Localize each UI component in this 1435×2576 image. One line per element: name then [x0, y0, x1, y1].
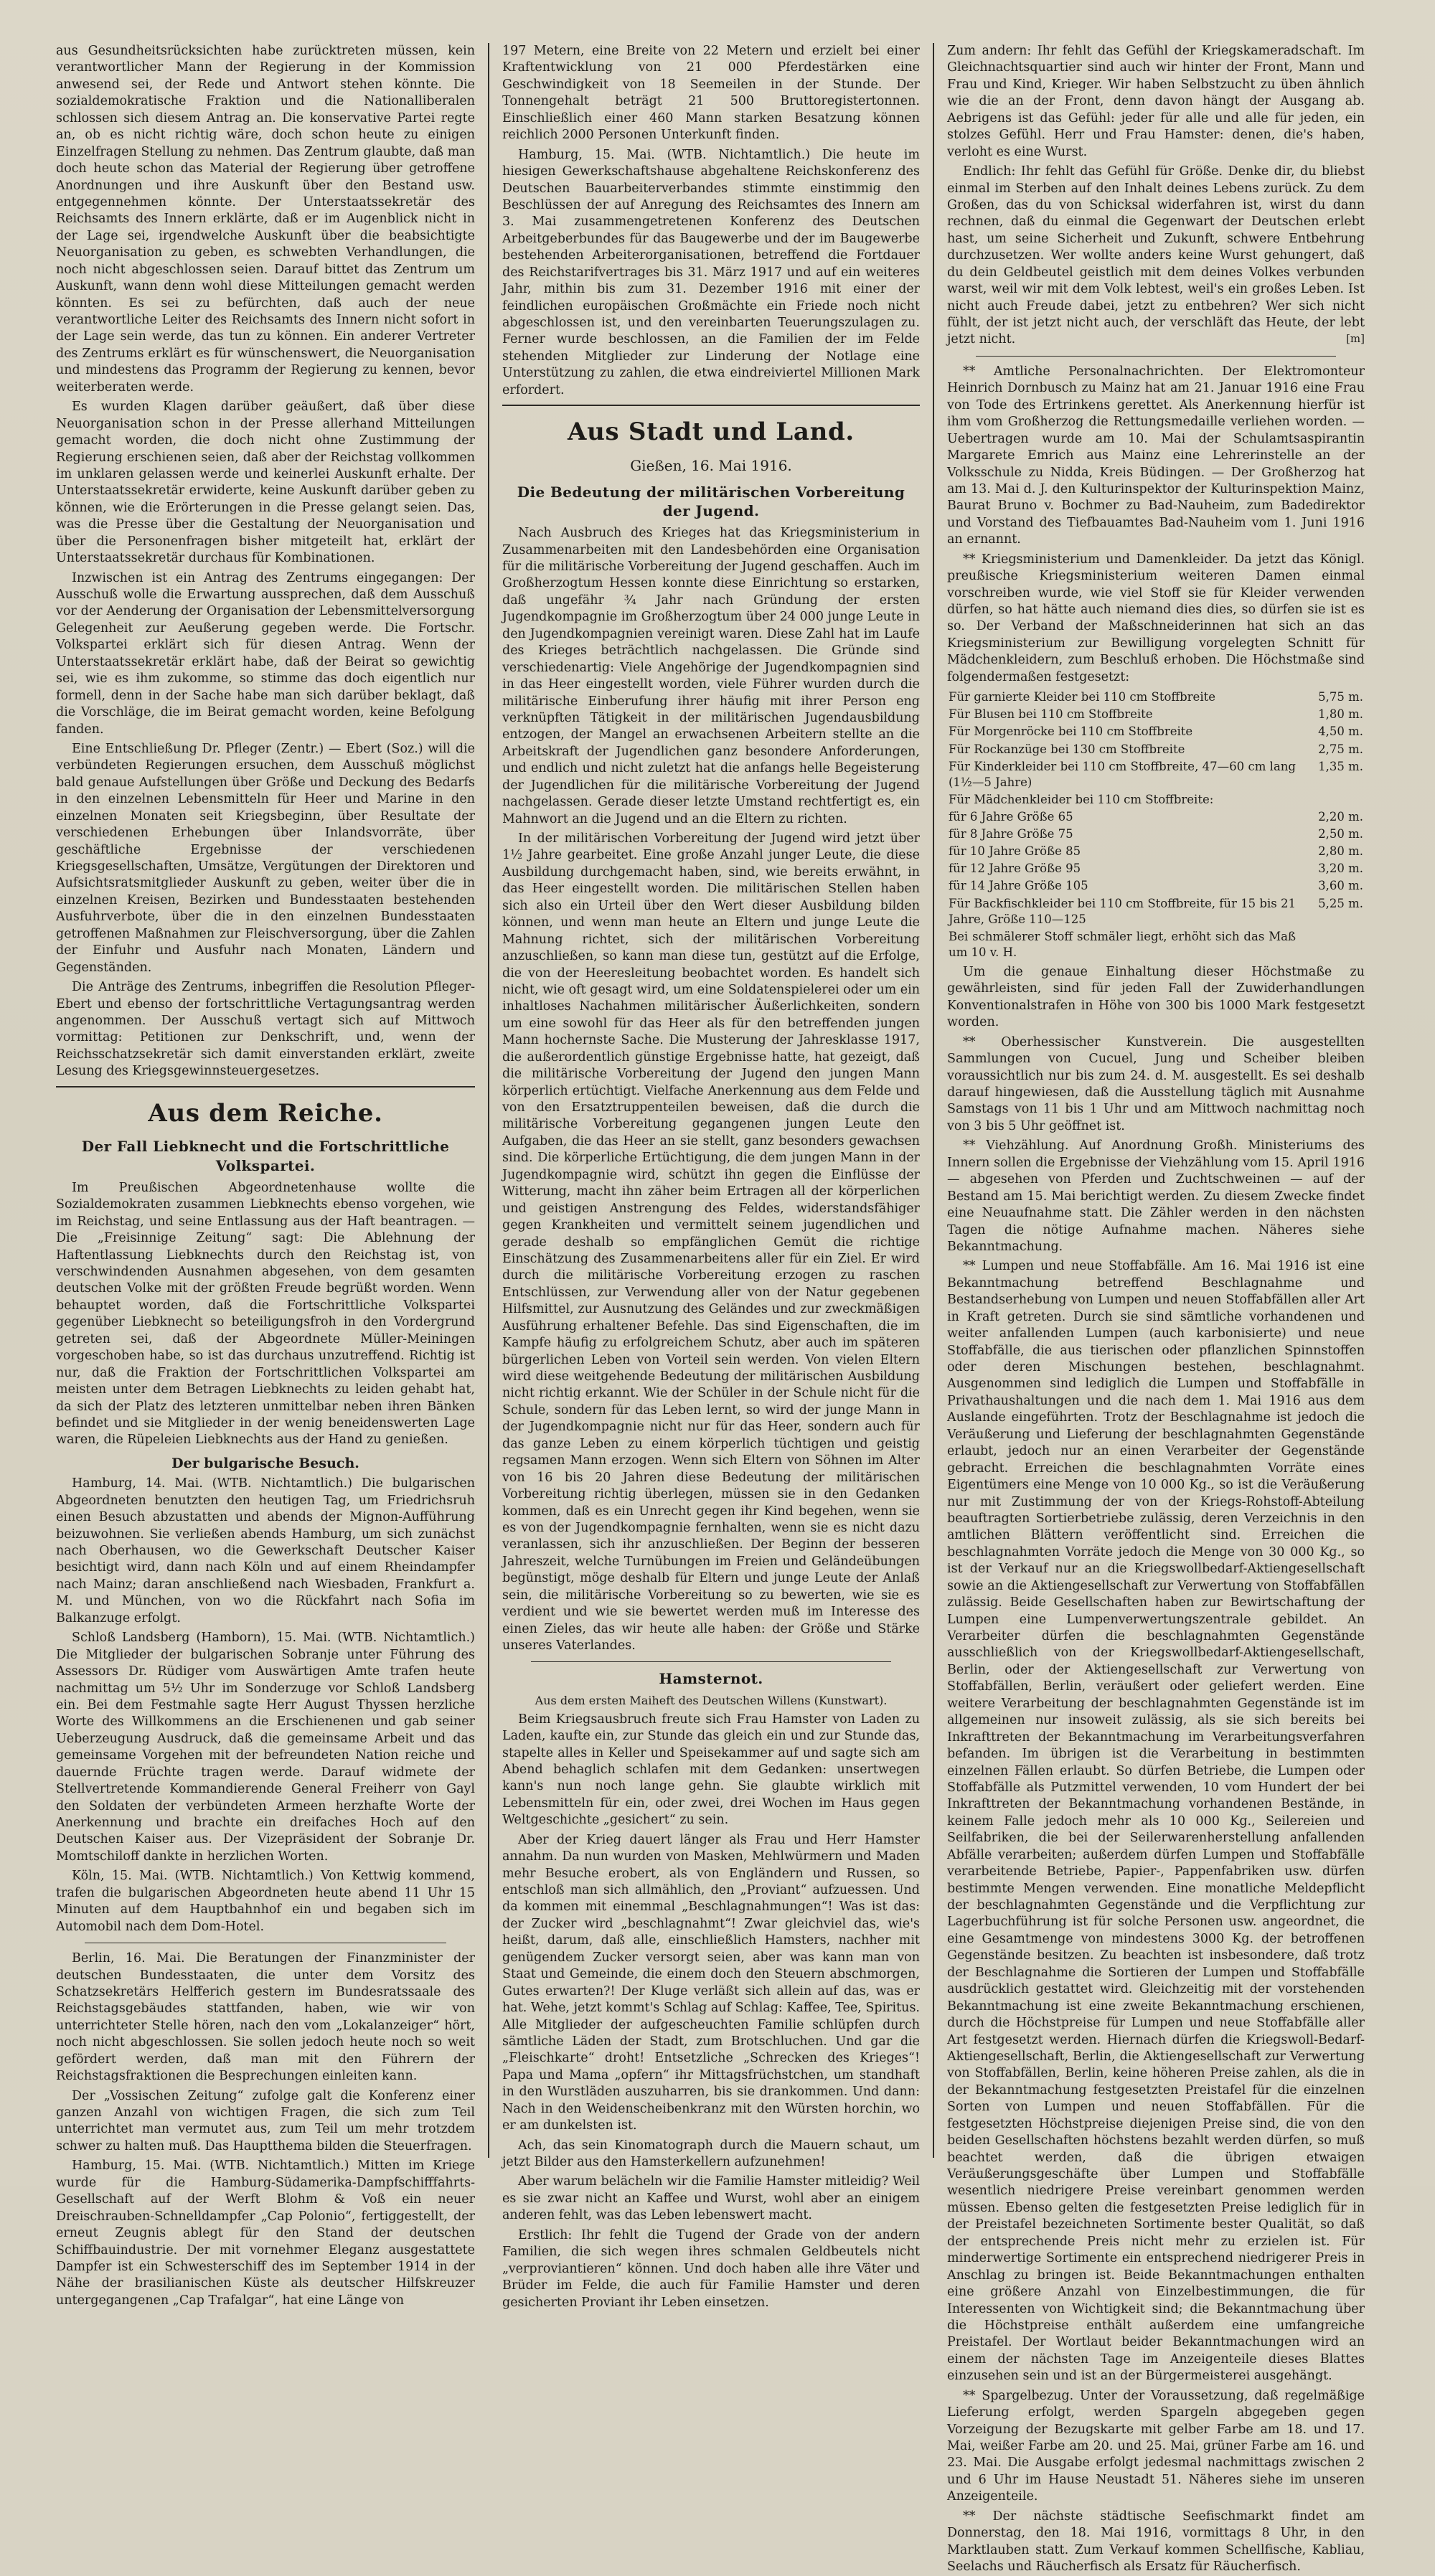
price-value: 5,25 m. [1318, 896, 1363, 910]
article-heading: Die Bedeutung der militärischen Vorbereitung der Jugend. [517, 483, 905, 520]
paragraph: ** Kriegsministerium und Damenkleider. Da jetzt das Königl. preußische Kriegsministerium weiteren Damen einmal vorschreiben wurde, wie viel Stoff sie für Kleider verwenden dürfen, so hat hätte auch niemand dies dies, so dürfen sie ist es so. Der Verband der Maßschneiderinnen hat sich an das Kriegsministerium zur Bewilligung vorgelegten Schnitt für Mädchenkleidern, zum Beschluß erhoben. Die Höchstmaße sind folgendermaßen festgesetzt: [947, 552, 1365, 684]
price-value: 2,80 m. [1318, 844, 1363, 859]
paragraph: Schloß Landsberg (Hamborn), 15. Mai. (WTB. Nichtamtlich.) Die Mitglieder der bulgarischen Sobranje unter Führung des Assessors Dr. Rüdiger vom Auswärtigen Amte trafen heute nachmittag um 5½ Uhr im Sonderzuge vor Schloß Landsberg ein. Bei dem Festmahle sagte Herr August Thyssen herzliche Worte des Willkommens an die Erschienenen und gab seiner Ueberzeugung Ausdruck, daß die gemeinsame Arbeit und das gemeinsame Vorgehen mit der befreundeten Nation reiche und dauernde Früchte tragen werde. Darauf widmete der Stellvertretende Kommandierende General Freiherr von Gayl den Soldaten der verbündeten Armeen herzhafte Worte der Anerkennung und brachte ein dreifaches Hoch auf den Deutschen Kaiser aus. Der Vizepräsident der Sobranje Dr. Momtschiloff dankte in herzlichen Worten. [56, 1631, 475, 1864]
paragraph: Köln, 15. Mai. (WTB. Nichtamtlich.) Von Kettwig kommend, trafen die bulgarischen Abgeordneten heute abend 11 Uhr 15 Minuten auf dem Hauptbahnhof ein und begaben sich im Automobil nach dem Dom-Hotel. [56, 1869, 475, 1934]
paragraph: ** Amtliche Personalnachrichten. Der Elektromonteur Heinrich Dornbusch zu Mainz hat am 21. Januar 1916 eine Frau von Tode des Ertrinkens gerettet. Als Anerkennung hierfür ist ihm vom Großherzog die Rettungsmedaille verliehen worden. — Uebertragen wurde am 10. Mai der Schulamtsaspirantin Margarete Emrich aus Mainz eine Lehrerinstelle an der Volksschule zu Nidda, Kreis Büdingen. — Der Großherzog hat am 13. Mai d. J. den Kulturinspektor der Kulturinspektion Mainz, Baurat Bruno v. Bochmer zu Bad-Nauheim, zum Badedirektor und Vorstand des Tiefbauamtes Bad-Nauheim vom 1. Juni 1916 an ernannt. [947, 364, 1365, 547]
paragraph: ** Oberhessischer Kunstverein. Die ausgestellten Sammlungen von Cucuel, Jung und Scheiber bleiben voraussichtlich nur bis zum 24. d. M. ausgestellt. Es sei deshalb darauf hingewiesen, daß die Ausstellung täglich mit Ausnahme Samstags von 11 bis 1 Uhr und am Mittwoch nachmittag noch von 3 bis 5 Uhr geöffnet ist. [947, 1034, 1365, 1133]
price-label: für 12 Jahre Größe 95 [949, 862, 1081, 876]
price-row [947, 791, 1365, 808]
paragraph: Der „Vossischen Zeitung“ zufolge galt die Konferenz einer ganzen Anzahl von wichtigen Fragen, die sich zum Teil unterrichtet man vermutet aus, zum Teil um mehr trotzdem schwer zu halten muß. Das Hauptthema bilden die Steuerfragen. [56, 2088, 475, 2153]
paragraph: ** Der nächste städtische Seefischmarkt findet am Donnerstag, den 18. Mai 1916, vormittags 8 Uhr, in den Marktlauben statt. Zum Verkauf kommen Schellfische, Kabliau, Seelachs und Räucherfisch als Ersatz für Räucherfisch. [947, 2509, 1365, 2575]
price-label: für 10 Jahre Größe 85 [949, 844, 1081, 859]
article-heading: Hamsternot. [659, 1670, 763, 1688]
paragraph: ** Viehzählung. Auf Anordnung Großh. Ministeriums des Innern sollen die Ergebnisse der Viehzählung vom 15. April 1916 — abgesehen von Pferden und Zuchtschweinen — auf der Bestand am 15. Mai berichtigt werden. Zu diesem Zwecke findet eine Neuaufnahme statt. Die Zähler werden in den nächsten Tagen die nötige Aufnahme machen. Näheres siehe Bekanntmachung. [947, 1138, 1365, 1254]
price-row [947, 877, 1365, 895]
paragraph: aus Gesundheitsrücksichten habe zurücktreten müssen, kein verantwortlicher Mann der Regierung in der Kommission anwesend sei, der Rede und Antwort stehen könnte. Die sozialdemokratische Fraktion und die Nationalliberalen schlossen sich diesem Antrag an. Die konservative Partei regte an, ob es nicht richtig wäre, doch schon heute zu einigen Einzelfragen Stellung zu nehmen. Das Zentrum glaubte, daß man doch heute schon das Material der Regierung über getroffene Anordnungen und ihre Auskunft über den Bestand usw. entgegennehmen könnte. Der Unterstaatssekretär des Reichsamts des Innern erklärte, daß er im Augenblick nicht in der Lage sei, irgendwelche Auskunft über die beabsichtigte Neuorganisation zu geben, es schwebten Verhandlungen, die noch nicht abgeschlossen seien. Darauf bittet das Zentrum um Auskunft, wann denn wohl diese Mitteilungen gemacht werden könnten. Es sei zu befürchten, daß auch der neue verantwortliche Leiter des Reichsamts des Innern nicht sofort in der Lage sein werde, das tun zu können. Ein anderer Vertreter des Zentrums erklärt es für wünschenswert, die Neuorganisation und mindestens das Programm der Regierung zu kennen, bevor weiterberaten werde. [56, 44, 475, 395]
price-label: Bei schmälerer Stoff schmäler liegt, erhöht sich das Maß um 10 v. H. [949, 929, 1296, 959]
paragraph: Beim Kriegsausbruch freute sich Frau Hamster von Laden zu Laden, kaufte ein, zur Stunde das gleich ein und zur Stunde das, stapelte alles in Keller und Speisekammer auf und sagte sich am Abend behaglich schlafen mit dem Gedanken: unsertwegen kann's nun noch lange gehn. Sie glaubte wirklich mit Lebensmitteln für ein, oder zwei, drei Wochen im Haus gegen Weltgeschichte „gesichert“ zu sein. [502, 1712, 920, 1828]
paragraph: ** Lumpen und neue Stoffabfälle. Am 16. Mai 1916 ist eine Bekanntmachung betreffend Beschlagnahme und Bestandserhebung von Lumpen und neuen Stoffabfällen aller Art in Kraft getreten. Durch sie sind sämtliche vorhandenen und weiter anfallenden Lumpen (auch karbonisierte) und neue Stoffabfälle, die aus tierischen oder pflanzlichen Spinnstoffen oder deren Mischungen bestehen, beschlagnahmt. Ausgenommen sind lediglich die Lumpen und Stoffabfälle in Privathaushaltungen und die nach dem 1. Mai 1916 aus dem Auslande eingeführten. Trotz der Beschlagnahme ist jedoch die Veräußerung und Lieferung der beschlagnahmten Gegenstände erlaubt, jedoch nur an einen Verarbeiter der Gegenstände gebracht. Erreichen die beschlagnahmten Vorräte eines Eigentümers eine Menge von 10 000 Kg., so ist die Veräußerung nur mit Zustimmung der von der Kriegs-Rohstoff-Abteilung beauftragten Sortierbetriebe zulässig, deren Verzeichnis in den amtlichen Blättern veröffentlicht sind. Erreichen die beschlagnahmten Vorräte jedoch die Menge von 30 000 Kg., so ist der Verkauf nur an die Kriegswollbedarf-Aktiengesellschaft sowie an die Aktiengesellschaft zur Verwertung von Stoffabfällen zulässig. Beide Gesellschaften haben zur Bewirtschaftung der Lumpen eine Lumpenverwertungszentrale gebildet. An Verarbeiter dürfen die beschlagnahmten Gegenstände ausschließlich von der Kriegswollbedarf-Aktiengesellschaft, Berlin, oder der Aktiengesellschaft zur Verwertung von Stoffabfällen, Berlin, veräußert oder geliefert werden. Eine weitere Verarbeitung der beschlagnahmten Gegenstände ist im allgemeinen nur insoweit zulässig, als sie sich bereits bei Inkrafttreten der Bekanntmachung im Verarbeitungsverfahren befanden. Im übrigen ist die Verarbeitung in bestimmten einzelnen Fällen erlaubt. So dürfen Betriebe, die Lumpen oder Stoffabfälle als Putzmittel verwenden, 10 vom Hundert der bei Inkrafttreten der Bekanntmachung vorhandenen Bestände, in keinem Falle jedoch mehr als 10 000 Kg., Seilereien und Seilfabriken, die bei der Seilerwarenherstellung anfallenden Abfälle verarbeiten; außerdem dürfen Lumpen und Stoffabfälle verarbeitende Betriebe, Papier-, Pappenfabriken usw. dürfen bestimmte Mengen verwenden. Eine monatliche Meldepflicht der beschlagnahmten Gegenstände und die Verpflichtung zur Lagerbuchführung ist für solche Personen usw. angeordnet, die eine Gesamtmenge von mindestens 3000 Kg. der betroffenen Gegenstände besitzen. Zu beachten ist insbesondere, daß trotz der Beschlagnahme die Sortieren der Lumpen und Stoffabfälle ausdrücklich gestattet wird. Gleichzeitig mit der vorstehenden Bekanntmachung ist eine zweite Bekanntmachung erschienen, durch die Höchstpreise für Lumpen und neue Stoffabfälle aller Art festgesetzt werden. Hiernach dürfen die Kriegswoll-Bedarf-Aktiengesellschaft, Berlin, die Aktiengesellschaft zur Verwertung von Stoffabfällen, Berlin, keine höheren Preise zahlen, als die in der Bekanntmachung festgesetzten Preistafel für die einzelnen Sorten von Lumpen und neuen Stoffabfällen. Für die festgesetzten Höchstpreise diejenigen Preise sind, die von den beiden Gesellschaften höchstens bezahlt werden dürfen, so muß beachtet werden, daß die übrigen etwaigen Veräußerungsgeschäfte über Lumpen und Stoffabfälle wesentlich niedrigere Preise vereinbart genommen werden müssen. Ebenso gelten die festgesetzten Preise lediglich für in der Preistafel bezeichneten Sortimente bester Qualität, so daß der entsprechende Preis nicht mehr zu erzielen ist. Für minderwertige Sortimente ein entsprechend niedrigerer Preis in Anschlag zu bringen ist. Beide Bekanntmachungen enthalten eine größere Anzahl von Einzelbestimmungen, die für Interessenten von Wichtigkeit sind; die Bekanntmachung über die Höchstpreise enthält außerdem eine umfangreiche Preistafel. Der Wortlaut beider Bekanntmachungen wird an einem der nächsten Tage im Anzeigenteile dieses Blattes einzusehen sein und ist an der Bürgermeisterei ausgehängt. [947, 1259, 1365, 2384]
divider [531, 1661, 891, 1662]
paragraph [947, 164, 1365, 349]
price-row [947, 706, 1365, 723]
price-value: 2,75 m. [1318, 742, 1363, 756]
paragraph: ** Spargelbezug. Unter der Voraussetzung, daß regelmäßige Lieferung erfolgt, werden Spargeln abgegeben gegen Vorzeigung der Bezugskarte mit gelber Farbe am 18. und 17. Mai, weißer Farbe am 20. und 25. Mai, grüner Farbe am 16. und 23. Mai. Die Ausgabe erfolgt jedesmal nachmittags zwischen 2 und 6 Uhr im Hause Neustadt 51. Näheres siehe im unseren Anzeigenteile. [947, 2388, 1365, 2504]
price-row [947, 843, 1365, 860]
paragraph: Zum andern: Ihr fehlt das Gefühl der Kriegskameradschaft. Im Gleichnachtsquartier sind auch wir hinter der Front, Mann und Frau und Kind, Krieger. Wir haben Selbstzucht zu üben ähnlich wie die an der Front, denn davon hängt der Ausgang ab. Aebrigens ist das Gefühl: jeder für alle und alle für jeden, ein stolzes Gefühl. Herr und Frau Hamster: denen, die's haben, verloht es eine Wurst. [947, 44, 1365, 159]
price-label: für 8 Jahre Größe 75 [949, 827, 1073, 841]
column-left [43, 43, 488, 2308]
price-value: 2,50 m. [1318, 827, 1363, 841]
paragraph: Eine Entschließung Dr. Pfleger (Zentr.) — Ebert (Soz.) will die verbündeten Regierungen ersuchen, dem Ausschuß möglichst bald genaue Aufstellungen über Größe und Deckung des Bedarfs in den einzelnen Lebensmitteln für Heer und Marine in den einzelnen Monaten seit Kriegsbeginn, über Resultate der verschiedenen Erhebungen über Inlandsvorräte, über geschäftliche Ergebnisse der verschiedenen Kriegsgesellschaften, Umsätze, Vergütungen der Direktoren und Aufsichtsratsmitglieder Auskunft zu geben, weiter über die in einzelnen Kreisen, Bezirken und Bundesstaaten bestehenden Ausfuhrverbote, über die in den einzelnen Bundesstaaten getroffenen Maßnahmen zur Fleischversorgung, über die Zahlen der Einfuhr und Ausfuhr nach Monaten, Ländern und Gegenständen. [56, 741, 475, 975]
column-container [43, 43, 1406, 2575]
article-subheading: Der bulgarische Besuch. [171, 1455, 359, 1471]
divider [976, 356, 1336, 357]
price-label: Für Morgenröcke bei 110 cm Stoffbreite [949, 725, 1193, 739]
column-right [933, 43, 1378, 2575]
price-value: 2,20 m. [1318, 809, 1363, 824]
paragraph: Um die genaue Einhaltung dieser Höchstmaße zu gewährleisten, sind für jeden Fall der Zuwiderhandlungen Konventionalstrafen in Höhe von 300 bis 1000 Mark festgesetzt worden. [947, 964, 1365, 1030]
price-value: 1,80 m. [1318, 707, 1363, 722]
price-value: 1,35 m. [1318, 759, 1363, 773]
paragraph-text: Endlich: Ihr fehlt das Gefühl für Größe. Denke dir, du bliebst einmal im Sterben auf den Inhalt deines Lebens zurück. Zu dem Großen, das du von Schicksal widerfahren ist, wirst du dann rechnen, daß du einmal die Gegenwart der Deutschen erlebt hast, um seine Sicherheit und Zukunft, schwere Entbehrung durchzusetzen. Wer wollte anders keine Wurst gehungert, daß du dein Geldbeutel geistlich mit dem deines Volkes verbunden warst, weil wir mit dem Volk lebtest, weil's ein großes Leben. Ist nicht auch Freude dabei, jetzt zu entbehren? Wer sich nicht fühlt, der ist jetzt nicht auch, der verschläft das Heute, der lebt jetzt nicht. [947, 164, 1365, 347]
paragraph: Ach, das sein Kinomatograph durch die Mauern schaut, um jetzt Bilder aus den Hamsterkellern aufzunehmen! [502, 2138, 920, 2170]
price-label: für 14 Jahre Größe 105 [949, 879, 1088, 893]
price-row [947, 689, 1365, 706]
price-row [947, 723, 1365, 740]
price-row [947, 808, 1365, 826]
paragraph: Hamburg, 15. Mai. (WTB. Nichtamtlich.) Die heute im hiesigen Gewerkschaftshause abgehaltene Reichskonferenz des Deutschen Bauarbeiterverbandes stimmte einstimmig den Beschlüssen der auf Anregung des Reichsamtes des Innern am 3. Mai zusammengetretenen Konferenz des Deutschen Arbeitgeberbundes für das Baugewerbe und der im Baugewerbe bestehenden Arbeiterorganisationen, betreffend die Fortdauer des Reichstarifvertrages bis 31. März 1917 und auf ein weiteres Jahr, mithin bis zum 31. Dezember 1916 mit einer der feindlichen europäischen Großmächte ein Friede noch nicht abgeschlossen ist, und den vereinbarten Teuerungszulagen zu. Ferner wurde beschlossen, an die Familien der im Felde stehenden Mitglieder zur Linderung der Notlage eine Unterstützung zu zahlen, die etwa eindreiviertel Millionen Mark erfordert. [502, 147, 920, 397]
price-label: Für Backfischkleider bei 110 cm Stoffbreite, für 15 bis 21 Jahre, Größe 110—125 [949, 896, 1296, 926]
paragraph: Aber der Krieg dauert länger als Frau und Herr Hamster annahm. Da nun wurden von Masken, Mehlwürmern und Maden mehr Besuche erobert, als von Engländern und Russen, so entschloß man sich allmählich, den „Proviant“ aufzuessen. Und da kommen mit einemmal „Beschlagnahmungen“! Was ist das: der Zucker wird „beschlagnahmt“! Zwar gleichviel das, wie's heißt, darum, daß alle, einschließlich Hamsters, nachher mit genügendem Zucker versorgt seien, aber was kann man von Staat und Gemeinde, die einem doch den Steuern abschmorgen, Gutes erwarten?! Der Kluge verläßt sich allein auf das, was er hat. Wehe, jetzt kommt's Schlag auf Schlag: Kaffee, Tee, Spiritus. Alle Mitglieder der aufgescheuchten Familie schlüpfen durch sämtliche Läden der Stadt, zum Brotschluchen. Und gar die „Fleischkarte“ droht! Entsetzliche „Schrecken des Krieges“! Papa und Mama „opfern“ ihr Mittagsfrüchstchen, um standhaft in den Wurstläden auszuharren, bis sie drankommen. Und dann: Nach in den Weidenscheibenkranz mit den Würsten horchin, wo er am dunkelsten ist. [502, 1832, 920, 2133]
paragraph: Es wurden Klagen darüber geäußert, daß über diese Neuorganisation schon in der Presse allerhand Mitteilungen gemacht worden, die doch nicht ohne Zustimmung der Regierung erschienen seien, daß aber der Reichstag vollkommen im unklaren gelassen werde und keinerlei Auskunft erhalte. Der Unterstaatssekretär erwiderte, keine Auskunft darüber geben zu können, wie die Erörterungen in die Presse gelangt seien. Das, was die Presse über die Gestaltung der Neuorganisation und über die Personenfragen bisher mitgeteilt hat, erklärt der Unterstaatssekretär durchaus für Kombinationen. [56, 400, 475, 566]
column-middle [488, 43, 933, 2310]
paragraph: Hamburg, 14. Mai. (WTB. Nichtamtlich.) Die bulgarischen Abgeordneten benutzten den heutigen Tag, um Friedrichsruh einen Besuch abzustatten und abends der Mignon-Aufführung beizuwohnen. Sie verließen abends Hamburg, um sich zunächst nach Oberhausen, wo die Gewerkschaft Deutscher Kaiser besichtigt wird, dann nach Köln und auf einem Rheindampfer nach Mainz; daran anschließend nach Wiesbaden, Frankfurt a. M. und München, von wo die Rückfahrt nach Sofia im Balkanzuge erfolgt. [56, 1476, 475, 1626]
price-label: Für Blusen bei 110 cm Stoffbreite [949, 707, 1153, 722]
paragraph: Aber warum belächeln wir die Familie Hamster mitleidig? Weil es sie zwar nicht an Kaffee und Wurst, wohl aber an einigem anderen fehlt, was das Leben lebenswert macht. [502, 2174, 920, 2223]
price-table [947, 689, 1365, 961]
paragraph: Nach Ausbruch des Krieges hat das Kriegsministerium in Zusammenarbeiten mit den Landesbehörden eine Organisation für die militärische Vorbereitung der Jugend geschaffen. Auch im Großherzogtum Hessen konnte diese Einrichtung so erstarken, daß ungefähr ¾ Jahr nach Gründung der ersten Jugendkompagnie im Großherzogtum über 24 000 junge Leute in den Jugendkompagnien vereinigt waren. Diese Zahl hat im Laufe des Krieges beträchtlich nachgelassen. Die Gründe sind verschiedenartig: Viele Angehörige der Jugendkompagnien sind in das Heer eingestellt worden, viele Führer wurden durch die militärische Einberufung ihrer häufig mit ihrer Person eng verknüpften Tätigkeit in der militärischen Jugendausbildung entzogen, der Mangel an erwachsenen Arbeitern stellte an die Arbeitskraft der Jugendlichen ganz besondere Anforderungen, und endlich und nicht zuletzt hat die anfangs helle Begeisterung der Jugendlichen für die militärische Vorbereitung der Jugend nachgelassen. Gerade dieser letzte Umstand rechtfertigt es, ein Mahnwort an die Jugend und an die Eltern zu richten. [502, 526, 920, 826]
section-heading: Aus dem Reiche. [148, 1098, 383, 1128]
paragraph: 197 Metern, eine Breite von 22 Metern und erzielt bei einer Kraftentwicklung von 21 000 Pferdestärken eine Geschwindigkeit von 18 Seemeilen in der Stunde. Der Tonnengehalt beträgt 21 500 Bruttoregistertonnen. Einschließlich einer 460 Mann starken Besatzung können reichlich 2000 Personen Unterkunft finden. [502, 44, 920, 143]
price-label: Für Mädchenkleider bei 110 cm Stoffbreite: [949, 792, 1214, 806]
divider [502, 405, 920, 406]
price-value: 5,75 m. [1318, 690, 1363, 704]
price-row [947, 928, 1365, 961]
price-row [947, 860, 1365, 877]
author-mark: [m] [1346, 332, 1365, 346]
paragraph: Die Anträge des Zentrums, inbegriffen die Resolution Pfleger-Ebert und ebenso der fortschrittliche Vertagungsantrag werden angenommen. Der Ausschuß vertagt sich auf Mittwoch vormittag: Petitionen zur Denkschrift, und, wenn der Reichsschatzsekretär sich damit einverstanden erklärt, zweite Lesung des Kriegsgewinnsteuergesetzes. [56, 980, 475, 1079]
price-value [1297, 928, 1365, 961]
paragraph: Hamburg, 15. Mai. (WTB. Nichtamtlich.) Mitten im Kriege wurde für die Hamburg-Südamerika-Dampfschifffahrts-Gesellschaft auf der Werft Blohm & Voß ein neuer Dreischrauben-Schnelldampfer „Cap Polonio“, fertiggestellt, der erneut Zeugnis ablegt für den Stand der deutschen Schiffbauindustrie. Der mit vornehmer Eleganz ausgestattete Dampfer ist ein Schwesterschiff des im September 1914 in der Nähe der brasilianischen Küste als deutscher Hilfskreuzer untergegangenen „Cap Trafalgar“, hat eine Länge von [56, 2159, 475, 2308]
section-heading: Aus Stadt und Land. [568, 417, 855, 447]
price-row [947, 758, 1365, 791]
price-value [1297, 791, 1365, 808]
price-label: für 6 Jahre Größe 65 [949, 809, 1073, 824]
paragraph: Inzwischen ist ein Antrag des Zentrums eingegangen: Der Ausschuß wolle die Erwartung aussprechen, daß dem Ausschuß vor der Aenderung der Organisation der Lebensmittelversorgung Gelegenheit zur Aeußerung gegeben werde. Die Fortschr. Volkspartei erklärt sich für diesen Antrag. Wenn der Unterstaatssekretär erklärt habe, daß der Beirat so gewichtig sei, wie es ihm zukomme, so stimme das doch eigentlich nur formell, denn in der Sache habe man sich darüber beklagt, daß die Vorschläge, die im Beirat gemacht worden, keine Befolgung fanden. [56, 570, 475, 737]
price-table-body [947, 689, 1365, 961]
paragraph: Berlin, 16. Mai. Die Beratungen der Finanzminister der deutschen Bundesstaaten, die unter dem Vorsitz des Schatzsekretärs Helfferich gestern im Bundesratssaale des Reichstagsgebäudes stattfanden, haben, wie wir von unterrichteter Stelle hören, nach den vom „Lokalanzeiger“ hört, noch nicht abgeschlossen. Sie sollen jedoch heute noch so weit gefördert werden, daß man mit den Führern der Reichstagsfraktionen die Besprechungen einleiten kann. [56, 1951, 475, 2084]
dateline: Gießen, 16. Mai 1916. [630, 456, 792, 474]
paragraph: Erstlich: Ihr fehlt die Tugend der Grade von der andern Familien, die sich wegen ihres schmalen Geldbeutels nicht „verproviantieren“ können. Und doch haben alle ihre Väter und Brüder im Felde, die auch für Familie Hamster und deren gesicherten Proviant ihr Leben einsetzen. [502, 2227, 920, 2310]
article-source: Aus dem ersten Maiheft des Deutschen Willens (Kunstwart). [535, 1694, 888, 1708]
paragraph: In der militärischen Vorbereitung der Jugend wird jetzt über 1½ Jahre gearbeitet. Eine große Anzahl junger Leute, die diese Ausbildung durchgemacht haben, sind, wie bereits erwähnt, in das Heer eingestellt worden. Die militärischen Stellen haben sich also ein Urteil über den Wert dieser Ausbildung bilden können, und wenn man heute an Eltern und junge Leute die Mahnung richtet, sich der militärischen Vorbereitung anzuschließen, so kann man diese tun, gestützt auf die Erfolge, die von der Heeresleitung beobachtet worden. Es handelt sich nicht, wie oft gesagt wird, um eine Soldatenspielerei oder um ein inhaltloses Nachahmen militärischer Äußerlichkeiten, sondern um eine sowohl für das Heer als für den betreffenden jungen Mann hochernste Sache. Die Musterung der Jahresklasse 1917, die außerordentlich günstige Ergebnisse hatte, hat gezeigt, daß die militärische Vorbereitung der Jugend den jungen Mann körperlich ertüchtigt. Vielfache Anerkennung aus dem Felde und von den Ersatztruppenteilen beweisen, daß die durch die militärische Vorbereitung gegangenen jungen Leute den Aufgaben, die das Heer an sie stellt, ganz besonders gewachsen sind. Die körperliche Ertüchtigung, die dem jungen Mann in der Jugendkompagnie wird, schützt ihn gegen die Einflüsse der Witterung, macht ihn zäher beim Ertragen all der körperlichen und geistigen Anstrengung des Feldes, widerstandsfähiger gegen Krankheiten und vermittelt seinem jugendlichen und gerade deshalb so empfänglichen Gemüt die richtige Einschätzung des Zusammenarbeitens aller für ein Ziel. Er wird durch die militärische Vorbereitung erzogen zu raschen Entschlüssen, zur Verwendung aller von der Natur gegebenen Hilfsmittel, zur Ausnutzung des Geländes und zur zweckmäßigen Ausführung erhaltener Befehle. Das sind Eigenschaften, die im Kampfe häufig zu erfolgreichem Schutz, aber auch im späteren bürgerlichen Leben von Vorteil sein werden. Von vielen Eltern wird diese weitgehende Bedeutung der militärischen Ausbildung nicht richtig erkannt. Wie der Schüler in der Schule nicht für die Schule, sondern für das Leben lernt, so wird der junge Mann in der Jugendkompagnie nicht nur für das Heer, sondern auch für das ganze Leben zu einem körperlich tüchtigen und geistig regsamen Mann erzogen. Wenn sich Eltern von Söhnen im Alter von 16 bis 20 Jahren diese Bedeutung der militärischen Vorbereitung richtig überlegen, müssen sie in den Gedanken kommen, daß es ein Unrecht gegen ihr Kind begehen, wenn sie es von der Jugendkompagnie fernhalten, wenn sie es nicht dazu veranlassen, sich ihr anzuschließen. Der Beginn der besseren Jahreszeit, welche Turnübungen im Freien und Geländeübungen begünstigt, möge deshalb für Eltern und junge Leute der Anlaß sein, die militärische Vorbereitung so zu bewerten, wie sie es verdient und wie sie bewertet werden muß im Interesse des einen Zieles, das wir heute alle haben: der Größe und Stärke unseres Vaterlandes. [502, 831, 920, 1653]
divider [56, 1086, 475, 1088]
price-value: 3,20 m. [1318, 862, 1363, 876]
price-value: 3,60 m. [1318, 879, 1363, 893]
price-label: Für garnierte Kleider bei 110 cm Stoffbreite [949, 690, 1215, 704]
price-row [947, 895, 1365, 928]
article-heading: Der Fall Liebknecht und die Fortschrittliche Volkspartei. [81, 1138, 450, 1175]
paragraph: Im Preußischen Abgeordnetenhause wollte die Sozialdemokraten zusammen Liebknechts ebenso vorgehen, wie im Reichstag, und seine Entlassung aus der Haft beantragen. — Die „Freisinnige Zeitung“ sagt: Die Ablehnung der Haftentlassung Liebknechts durch den Reichstag ist, von verschwindenden Ausnahmen abgesehen, von dem gesamten deutschen Volke mit der größten Freude begrüßt worden. Wenn behauptet worden, daß die Fortschrittliche Volkspartei gegenüber Liebknecht so beteiligungsfroh in den Vordergrund getreten sei, daß der Abgeordnete Müller-Meiningen vorgeschoben habe, so ist das durchaus unzutreffend. Richtig ist nur, daß die Fraktion der Fortschrittlichen Volkspartei am meisten unter dem Betragen Liebknechts zu leiden gehabt hat, da sich der Platz des letzteren unmittelbar neben ihren Bänken befindet und sie Mitglieder in der wenig beneidenswerten Lage waren, die Rüpeleien Liebknechts aus der Hand zu genießen. [56, 1180, 475, 1448]
price-row [947, 741, 1365, 758]
price-label: Für Rockanzüge bei 130 cm Stoffbreite [949, 742, 1185, 756]
price-row [947, 826, 1365, 843]
price-value: 4,50 m. [1318, 725, 1363, 739]
price-label: Für Kinderkleider bei 110 cm Stoffbreite, 47—60 cm lang (1½—5 Jahre) [949, 759, 1296, 789]
